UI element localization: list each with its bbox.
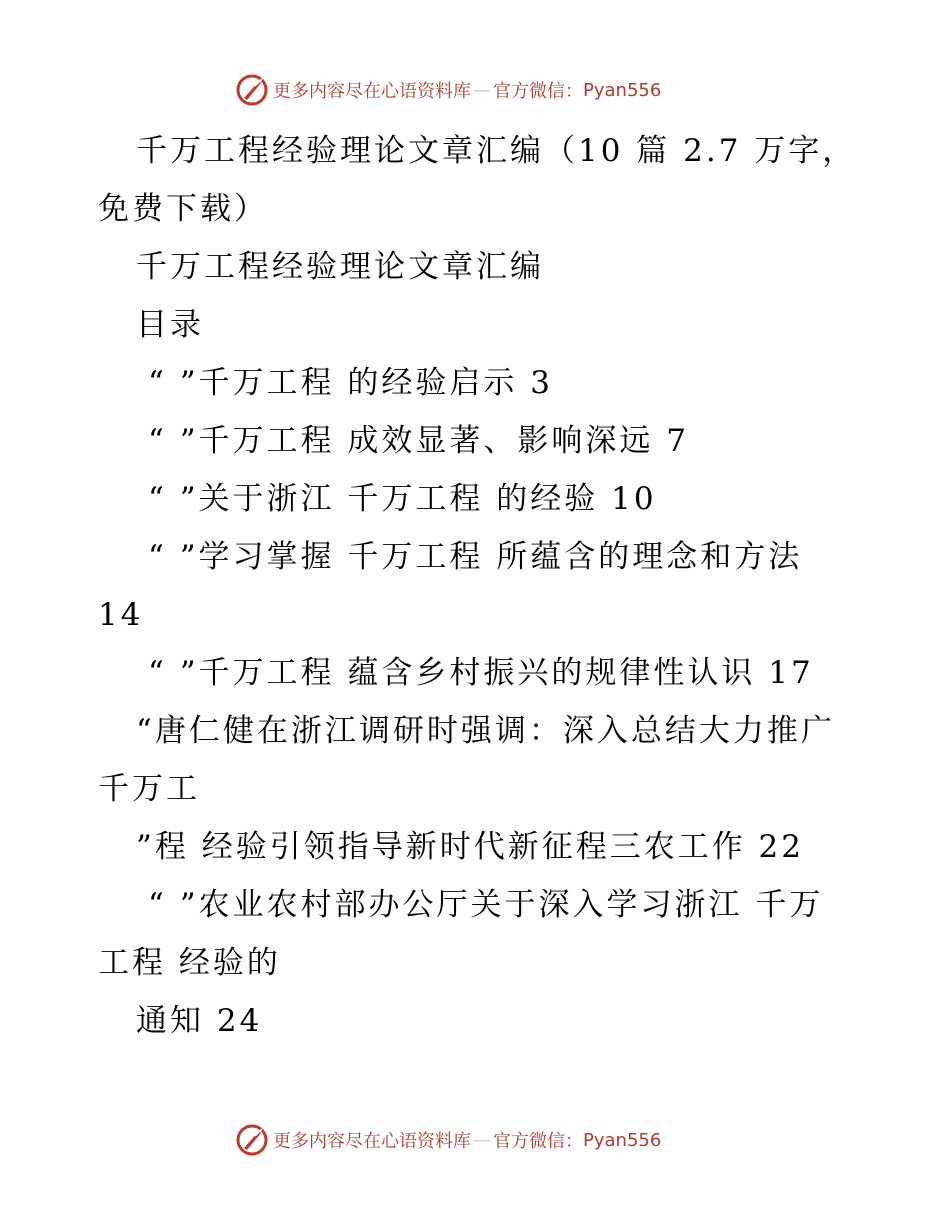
toc-line: “ ”千万工程 蕴含乡村振兴的规律性认识 17 xyxy=(148,655,814,691)
toc-line: 通知 24 xyxy=(136,1003,263,1039)
toc-line: “ ”学习掌握 千万工程 所蕴含的理念和方法 xyxy=(148,539,803,575)
banner-text: 更多内容尽在心语资料库 xyxy=(273,81,471,102)
toc-line: “ ”关于浙江 千万工程 的经验 10 xyxy=(148,481,657,517)
banner-wechat-label: 官方微信： xyxy=(493,81,583,102)
banner-separator: — xyxy=(473,79,491,101)
document-subtitle: 千万工程经验理论文章汇编 xyxy=(136,249,544,285)
footer-banner xyxy=(235,1122,661,1158)
banner-separator: — xyxy=(473,1129,491,1151)
toc-line: 14 xyxy=(98,597,144,633)
document-body xyxy=(98,122,858,1050)
header-banner xyxy=(235,72,661,108)
toc-line: ”程 经验引领指导新时代新征程三农工作 22 xyxy=(136,829,805,865)
toc-line: “ ”农业农村部办公厅关于深入学习浙江 千万 xyxy=(148,887,824,923)
banner-wechat-id: Pyan556 xyxy=(583,1129,662,1151)
feather-pen-logo-icon xyxy=(235,1123,269,1157)
toc-line: 工程 经验的 xyxy=(98,945,281,981)
banner-wechat-label: 官方微信： xyxy=(493,1131,583,1152)
document-title-line-1: 千万工程经验理论文章汇编（10 篇 2.7 万字， xyxy=(136,133,857,169)
banner-text: 更多内容尽在心语资料库 xyxy=(273,1131,471,1152)
toc-heading: 目录 xyxy=(136,307,204,343)
toc-line: “ ”千万工程 的经验启示 3 xyxy=(148,365,553,401)
banner-wechat-id: Pyan556 xyxy=(583,79,662,101)
document-title-line-2: 免费下载） xyxy=(98,191,268,227)
feather-pen-logo-icon xyxy=(235,73,269,107)
toc-line: “ ”千万工程 成效显著、影响深远 7 xyxy=(148,423,689,459)
toc-line: “唐仁健在浙江调研时强调：深入总结大力推广 xyxy=(136,713,835,749)
toc-line: 千万工 xyxy=(98,771,200,807)
